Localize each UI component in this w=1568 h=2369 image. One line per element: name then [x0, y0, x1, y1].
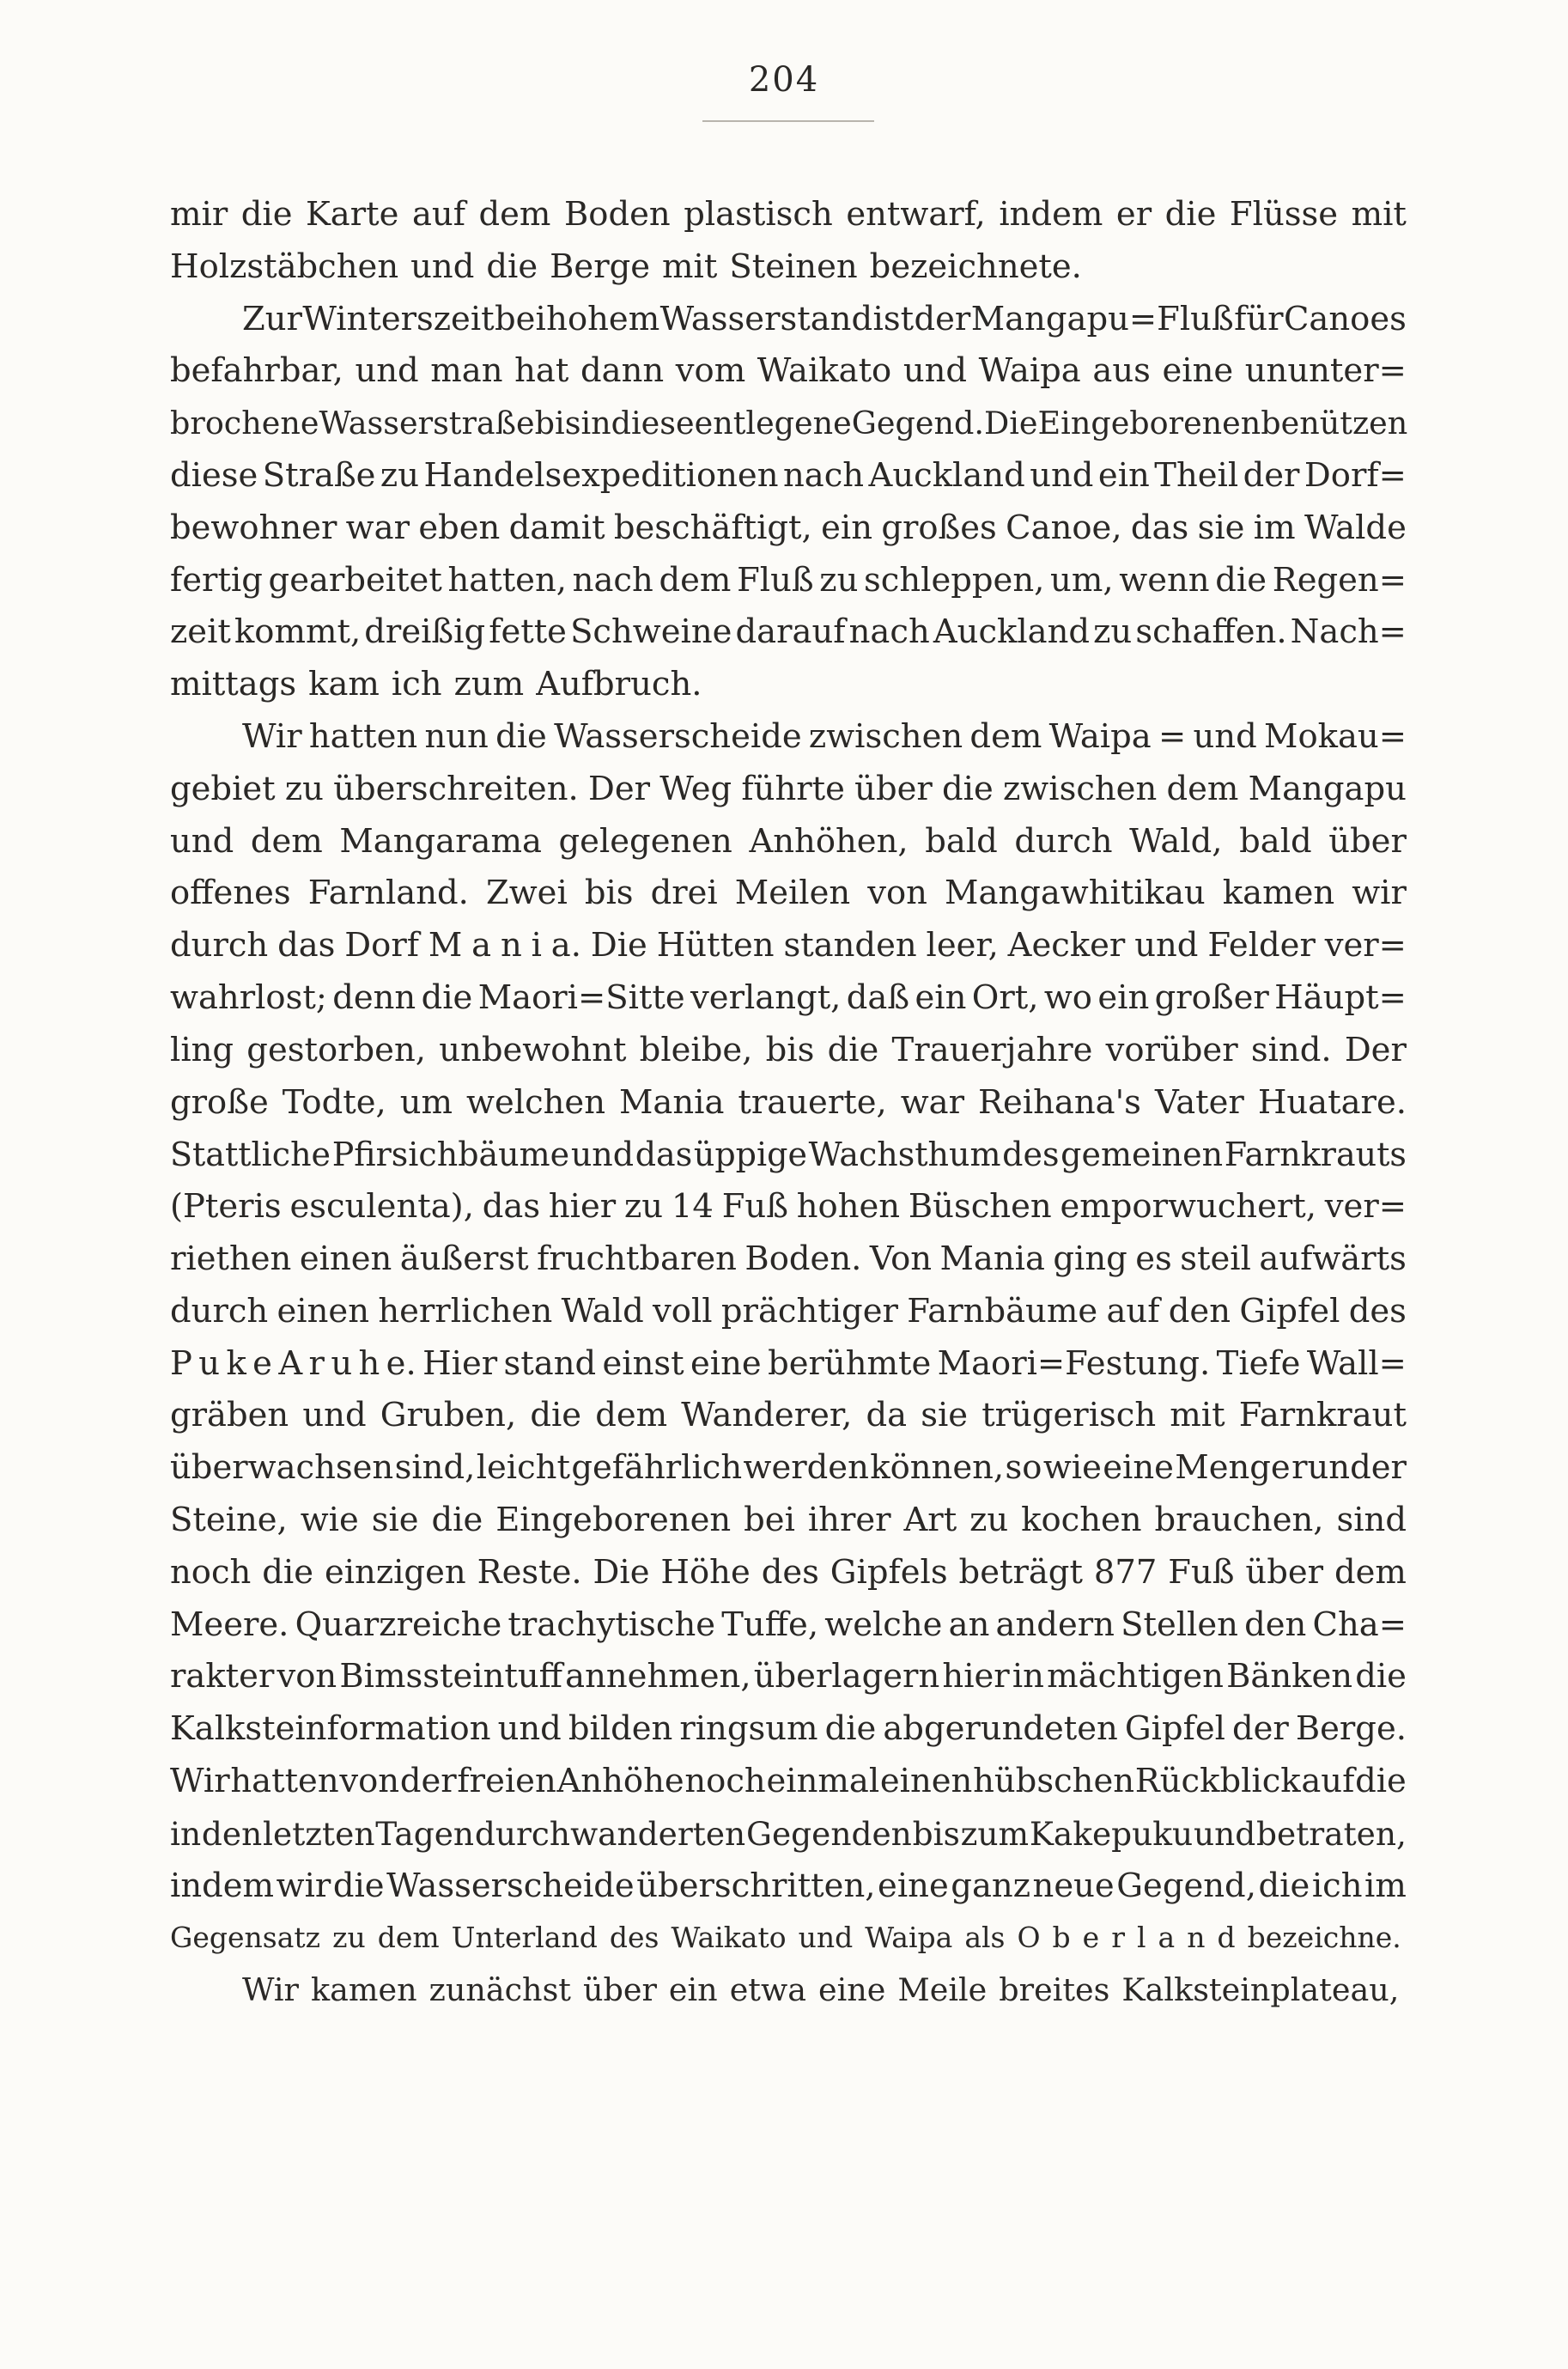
text-line: in den letzten Tagen durchwanderten Gegenden bis zum Kakepuku und betraten,: [170, 1814, 1407, 1853]
paragraph: [170, 189, 1407, 294]
text-line: gebiet zu überschreiten. Der Weg führte über die zwischen dem Mangapu: [170, 769, 1407, 808]
text-line: Zur Winterszeit bei hohem Wasserstand ist der Mangapu=Fluß für Canoes: [242, 299, 1407, 338]
text-line: bewohner war eben damit beschäftigt, ein großes Canoe, das sie im Walde: [170, 508, 1407, 547]
text-line: Wir kamen zunächst über ein etwa eine Meile breites Kalksteinplateau,: [242, 1971, 1400, 2009]
text-line: Stattliche Pfirsichbäume und das üppige Wachsthum des gemeinen Farnkrauts: [170, 1136, 1407, 1174]
paragraph: [170, 711, 1407, 1964]
text-line: überwachsen sind, leicht gefährlich werden können, so wie eine Menge runder: [170, 1448, 1407, 1488]
text-line: zeit kommt, dreißig fette Schweine darauf nach Auckland zu schaffen. Nach=: [170, 612, 1407, 652]
text-line: riethen einen äußerst fruchtbaren Boden. Von Mania ging es steil aufwärts: [170, 1239, 1407, 1278]
paragraph: [170, 294, 1407, 711]
text-line: ling gestorben, unbewohnt bleibe, bis die Trauerjahre vorüber sind. Der: [170, 1030, 1407, 1069]
text-line: Gegensatz zu dem Unterland des Waikato und Waipa als O b e r l a n d bezeichne.: [170, 1921, 1401, 1955]
text-line: brochene Wasserstraße bis in diese entlegene Gegend. Die Eingeborenen benützen: [170, 405, 1408, 442]
text-line: fertig gearbeitet hatten, nach dem Fluß zu schleppen, um, wenn die Regen=: [170, 560, 1407, 600]
text-line: rakter von Bimssteintuff annehmen, überlagern hier in mächtigen Bänken die: [170, 1657, 1407, 1696]
text-line: und dem Mangarama gelegenen Anhöhen, bald durch Wald, bald über: [170, 821, 1407, 861]
text-line: mir die Karte auf dem Boden plastisch entwarf, indem er die Flüsse mit: [170, 195, 1407, 234]
paragraph: [170, 1964, 1407, 2017]
header-rule: [702, 120, 874, 122]
text-line: noch die einzigen Reste. Die Höhe des Gipfels beträgt 877 Fuß über dem: [170, 1552, 1407, 1592]
text-line: mittags kam ich zum Aufbruch.: [170, 665, 702, 704]
body-text: [170, 189, 1407, 2017]
text-line: P u k e A r u h e. Hier stand einst eine berühmte Maori=Festung. Tiefe Wall=: [170, 1343, 1407, 1383]
text-line: Holzstäbchen und die Berge mit Steinen bezeichnete.: [170, 247, 1082, 286]
text-line: Kalksteinformation und bilden ringsum die abgerundeten Gipfel der Berge.: [170, 1709, 1407, 1749]
text-line: durch einen herrlichen Wald voll prächtiger Farnbäume auf den Gipfel des: [170, 1291, 1407, 1331]
text-line: große Todte, um welchen Mania trauerte, war Reihana's Vater Huatare.: [170, 1082, 1407, 1122]
text-line: Steine, wie sie die Eingeborenen bei ihrer Art zu kochen brauchen, sind: [170, 1500, 1407, 1539]
text-line: gräben und Gruben, die dem Wanderer, da sie trügerisch mit Farnkraut: [170, 1396, 1407, 1435]
text-line: durch das Dorf M a n i a. Die Hütten standen leer, Aecker und Felder ver=: [170, 926, 1407, 965]
text-line: befahrbar, und man hat dann vom Waikato und Waipa aus eine ununter=: [170, 351, 1407, 391]
text-line: Meere. Quarzreiche trachytische Tuffe, welche an andern Stellen den Cha=: [170, 1605, 1407, 1644]
text-line: (Pteris esculenta), das hier zu 14 Fuß hohen Büschen emporwuchert, ver=: [170, 1187, 1407, 1227]
text-line: Wir hatten nun die Wasserscheide zwischen dem Waipa = und Mokau=: [242, 716, 1407, 756]
text-line: indem wir die Wasserscheide überschritten, eine ganz neue Gegend, die ich im: [170, 1866, 1407, 1905]
page-number: 204: [748, 60, 820, 100]
text-line: Wir hatten von der freien Anhöhe noch einmal einen hübschen Rückblick auf die: [170, 1761, 1407, 1800]
text-line: diese Straße zu Handelsexpeditionen nach Auckland und ein Theil der Dorf=: [170, 455, 1407, 495]
text-line: wahrlost; denn die Maori=Sitte verlangt, daß ein Ort, wo ein großer Häupt=: [170, 977, 1407, 1017]
text-line: offenes Farnland. Zwei bis drei Meilen von Mangawhitikau kamen wir: [170, 874, 1407, 913]
